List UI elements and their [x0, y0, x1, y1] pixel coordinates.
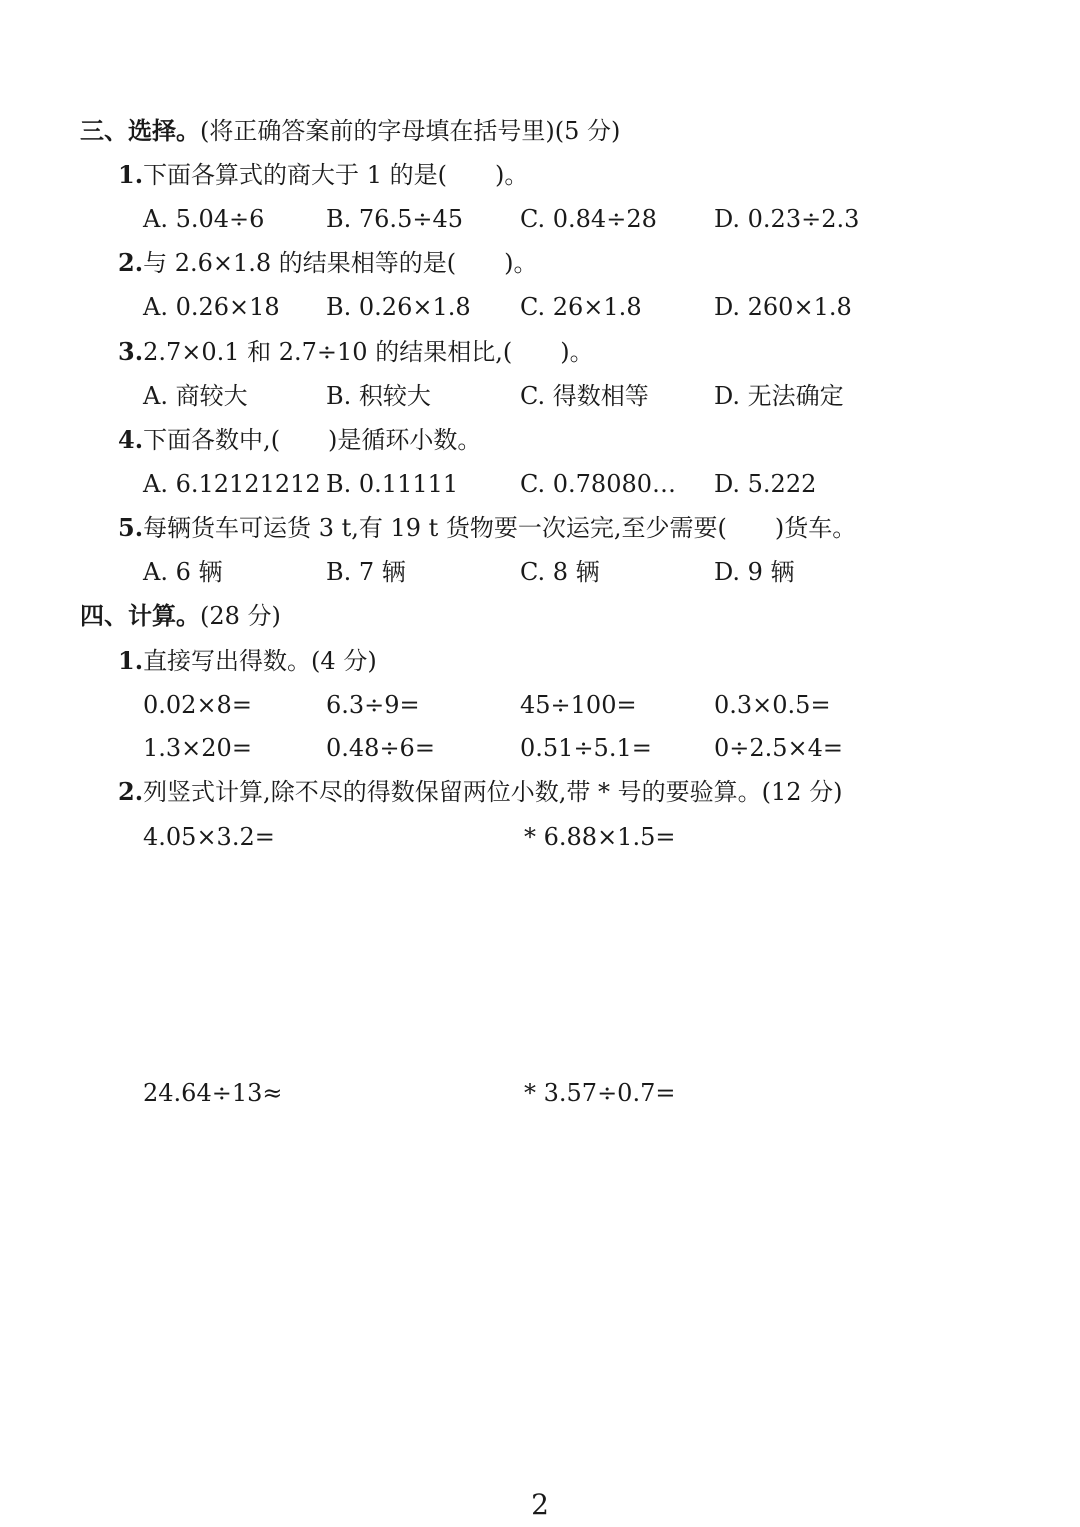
option-a: A. 6.12121212 [143, 470, 321, 498]
mental-calc-item: 45÷100= [520, 691, 637, 719]
section-3-title: 三、选择。 [80, 116, 200, 145]
question-3 [118, 337, 594, 367]
question-1 [118, 160, 528, 190]
question-text: 列竖式计算,除不尽的得数保留两位小数,带 * 号的要验算。(12 分) [143, 778, 843, 806]
section-4-note: (28 分) [200, 602, 281, 630]
option-d: D. 无法确定 [714, 382, 844, 410]
question-text: 与 2.6×1.8 的结果相等的是( )。 [143, 249, 538, 277]
mental-calc-item: 0.02×8= [143, 691, 252, 719]
question-number: 3. [118, 337, 144, 366]
mental-calc-item: 1.3×20= [143, 734, 252, 762]
vertical-calc-item: * 6.88×1.5= [524, 823, 676, 851]
calc-question-2 [118, 777, 842, 807]
question-text: 下面各算式的商大于 1 的是( )。 [143, 161, 529, 189]
question-number: 2. [118, 248, 144, 277]
option-d: D. 0.23÷2.3 [714, 205, 860, 233]
option-d: D. 9 辆 [714, 558, 795, 586]
question-number: 1. [118, 160, 144, 189]
mental-calc-item: 0.3×0.5= [714, 691, 831, 719]
question-number: 4. [118, 425, 144, 454]
option-d: D. 5.222 [714, 470, 817, 498]
vertical-calc-item: 4.05×3.2= [143, 823, 275, 851]
option-b: B. 积较大 [326, 382, 431, 410]
question-5 [118, 513, 856, 543]
question-text: 2.7×0.1 和 2.7÷10 的结果相比,( )。 [143, 338, 594, 366]
option-c: C. 8 辆 [520, 558, 600, 586]
section-4-heading [80, 601, 281, 631]
vertical-calc-item: * 3.57÷0.7= [524, 1079, 676, 1107]
page-number: 2 [531, 1488, 549, 1521]
option-b: B. 0.11111 [326, 470, 459, 498]
question-number: 5. [118, 513, 144, 542]
calc-question-1 [118, 646, 377, 676]
option-b: B. 7 辆 [326, 558, 406, 586]
option-d: D. 260×1.8 [714, 293, 852, 321]
option-b: B. 76.5÷45 [326, 205, 463, 233]
question-number: 2. [118, 777, 144, 806]
question-4 [118, 425, 481, 455]
option-a: A. 0.26×18 [143, 293, 280, 321]
question-text: 下面各数中,( )是循环小数。 [143, 426, 482, 454]
question-2 [118, 248, 538, 278]
option-a: A. 5.04÷6 [143, 205, 265, 233]
option-a: A. 6 辆 [143, 558, 223, 586]
mental-calc-item: 0.48÷6= [326, 734, 435, 762]
mental-calc-item: 0÷2.5×4= [714, 734, 844, 762]
vertical-calc-item: 24.64÷13≈ [143, 1079, 283, 1107]
question-text: 每辆货车可运货 3 t,有 19 t 货物要一次运完,至少需要( )货车。 [143, 514, 857, 542]
option-c: C. 26×1.8 [520, 293, 642, 321]
option-a: A. 商较大 [143, 382, 248, 410]
option-c: C. 0.84÷28 [520, 205, 657, 233]
mental-calc-item: 6.3÷9= [326, 691, 420, 719]
option-c: C. 0.78080… [520, 470, 677, 498]
question-number: 1. [118, 646, 144, 675]
section-3-note: (将正确答案前的字母填在括号里)(5 分) [200, 117, 621, 145]
section-3-heading [80, 116, 620, 146]
mental-calc-item: 0.51÷5.1= [520, 734, 652, 762]
section-4-title: 四、计算。 [80, 601, 200, 630]
option-c: C. 得数相等 [520, 382, 649, 410]
option-b: B. 0.26×1.8 [326, 293, 471, 321]
question-text: 直接写出得数。(4 分) [143, 647, 377, 675]
